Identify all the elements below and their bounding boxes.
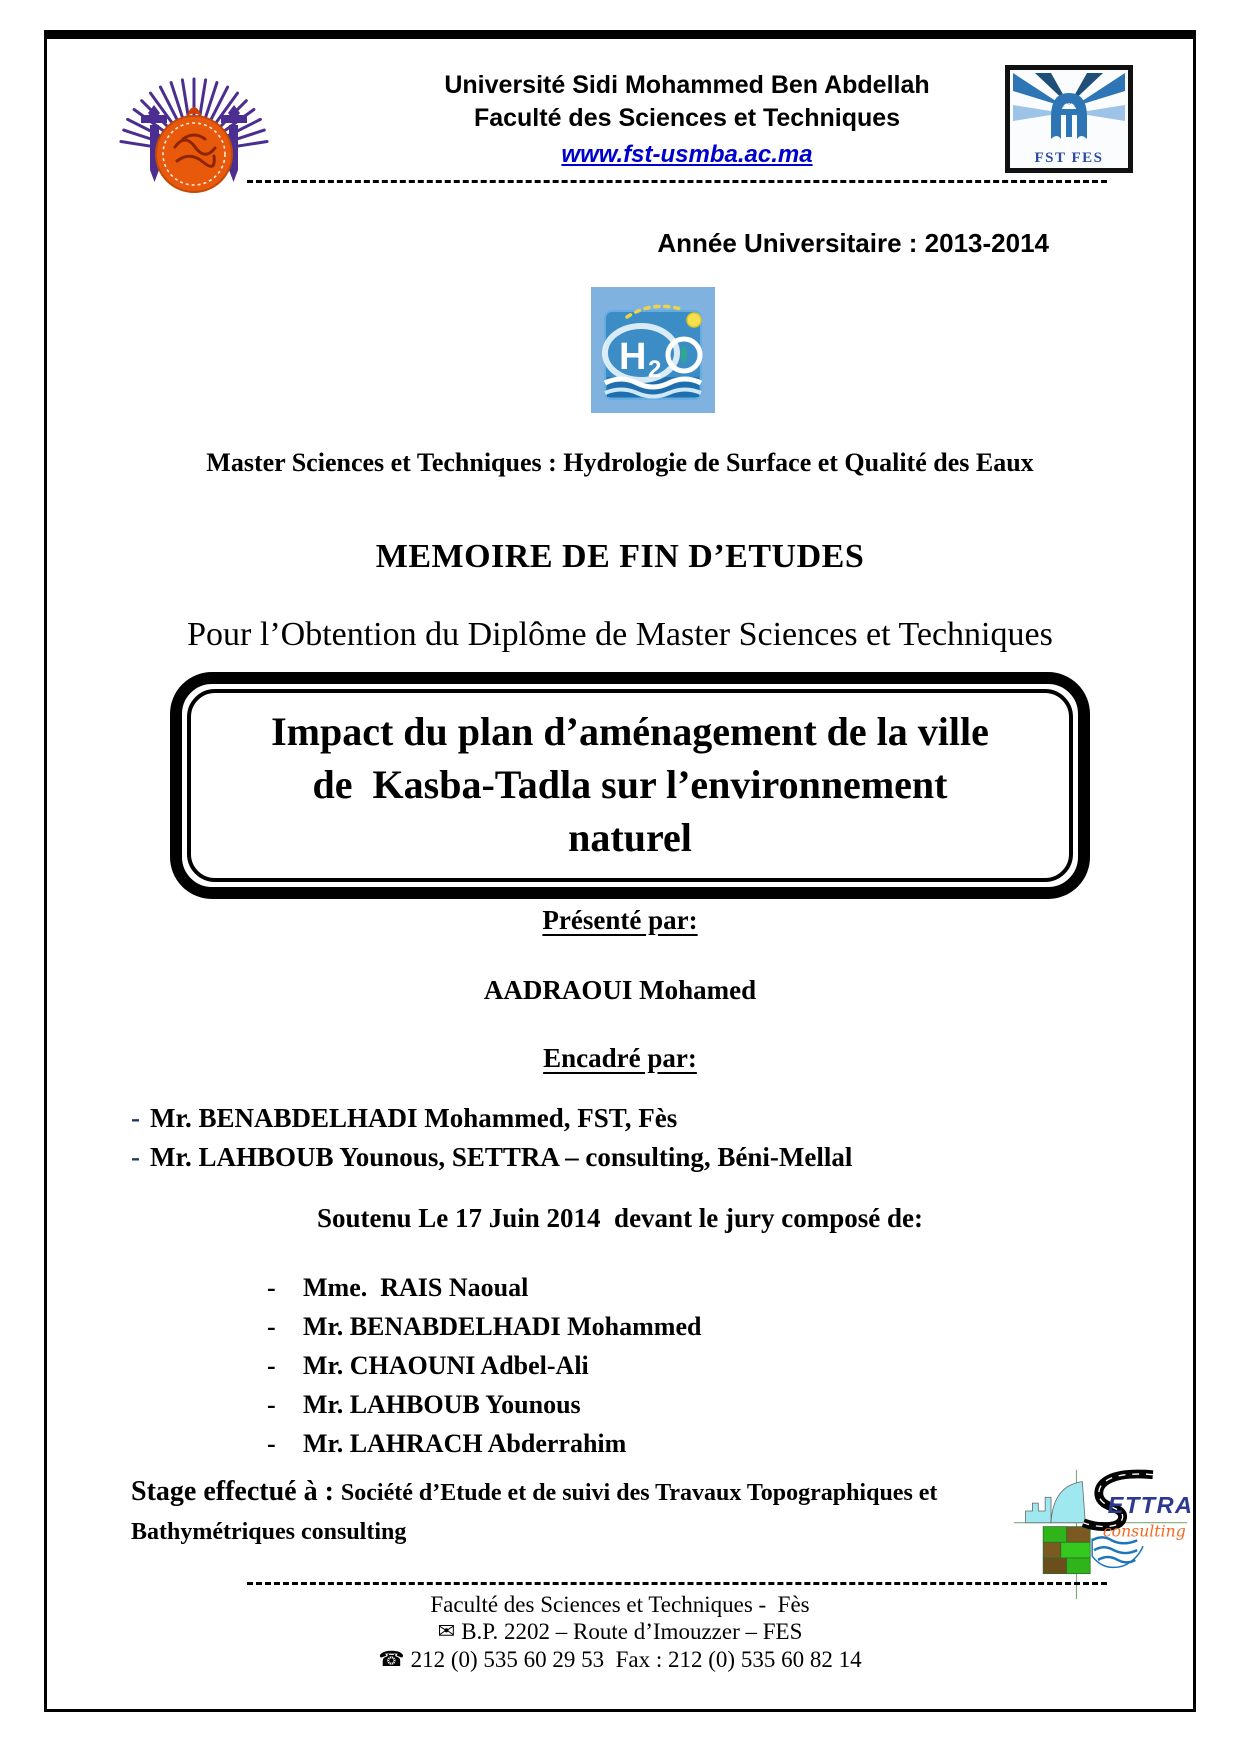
fst-fes-logo-text: FST FES xyxy=(1034,150,1104,166)
h2o-logo-wrap xyxy=(47,287,1193,418)
footer-address-line: ✉ B.P. 2202 – Route d’Imouzzer – FES xyxy=(437,1619,803,1644)
dashed-separator-bottom xyxy=(247,1582,1107,1585)
jury-list xyxy=(267,1275,701,1470)
supervisors-list xyxy=(131,1099,852,1177)
jury-member: - Mr. LAHRACH Abderrahim xyxy=(267,1429,627,1458)
jury-member: - Mr. LAHBOUB Younous xyxy=(267,1390,581,1419)
defense-line: Soutenu Le 17 Juin 2014 devant le jury composé de: xyxy=(316,1203,924,1233)
footer-phone-line: ☎ 212 (0) 535 60 29 53 Fax : 212 (0) 535 60 82 14 xyxy=(378,1647,862,1672)
faculty-name: Faculté des Sciences et Techniques xyxy=(473,104,901,132)
settra-fields xyxy=(1043,1527,1090,1574)
internship-organization: Société d’Etude et de suivi des Travaux Topographiques et Bathymétriques consulting xyxy=(131,1480,944,1545)
thesis-title-box xyxy=(170,672,1090,899)
purpose-line: Pour l’Obtention du Diplôme de Master Sciences et Techniques xyxy=(187,616,1053,653)
phone-icon: ☎ xyxy=(378,1647,405,1671)
presented-by-label: Présenté par: xyxy=(542,905,698,935)
footer-faculty-line: Faculté des Sciences et Techniques - Fès xyxy=(430,1592,810,1617)
dashed-separator-top xyxy=(247,180,1107,183)
fst-fes-logo-icon xyxy=(1005,65,1133,173)
document-type: MEMOIRE DE FIN D’ETUDES xyxy=(375,538,865,575)
h2o-master-logo-icon xyxy=(591,287,715,413)
thesis-title-line2: de Kasba-Tadla sur l’environnement xyxy=(312,762,948,807)
settra-logo-text: ETTRA xyxy=(1107,1491,1193,1518)
supervisor-item: - Mr. BENABDELHADI Mohammed, FST, Fès xyxy=(131,1103,678,1133)
dash-bullet: - xyxy=(131,1103,140,1133)
thesis-title-line3: naturel xyxy=(568,815,692,860)
master-program-line: Master Sciences et Techniques : Hydrologie de Surface et Qualité des Eaux xyxy=(206,448,1034,477)
dash-bullet: - xyxy=(267,1312,276,1341)
university-name: Université Sidi Mohammed Ben Abdellah xyxy=(444,71,930,99)
footer xyxy=(47,1591,1193,1674)
supervisor-item: - Mr. LAHBOUB Younous, SETTRA – consulting, Béni-Mellal xyxy=(131,1142,853,1172)
internship-line xyxy=(131,1474,987,1553)
h2o-letter-h: H xyxy=(619,336,647,378)
institution-heading xyxy=(273,55,1005,171)
h2o-subscript-2: 2 xyxy=(648,356,662,383)
thesis-title-line1: Impact du plan d’aménagement de la ville xyxy=(271,709,989,754)
academic-year: Année Universitaire : 2013-2014 xyxy=(657,228,1049,258)
dash-bullet: - xyxy=(267,1429,276,1458)
settra-water xyxy=(1092,1537,1143,1567)
internship-label: Stage effectué à : xyxy=(131,1476,341,1507)
dash-bullet: - xyxy=(267,1351,276,1380)
mail-icon: ✉ xyxy=(437,1619,456,1643)
dash-bullet: - xyxy=(267,1273,276,1302)
jury-member: - Mme. RAIS Naoual xyxy=(267,1273,529,1302)
settra-consulting-text: consulting xyxy=(1102,1521,1186,1541)
dash-bullet: - xyxy=(131,1142,140,1172)
dash-bullet: - xyxy=(267,1390,276,1419)
jury-member: - Mr. CHAOUNI Adbel-Ali xyxy=(267,1351,589,1380)
supervised-by-label: Encadré par: xyxy=(543,1043,697,1073)
website-link[interactable]: www.fst-usmba.ac.ma xyxy=(561,141,813,168)
jury-member: - Mr. BENABDELHADI Mohammed xyxy=(267,1312,702,1341)
author-name: AADRAOUI Mohamed xyxy=(483,975,757,1005)
thesis-cover-page xyxy=(44,30,1196,1712)
